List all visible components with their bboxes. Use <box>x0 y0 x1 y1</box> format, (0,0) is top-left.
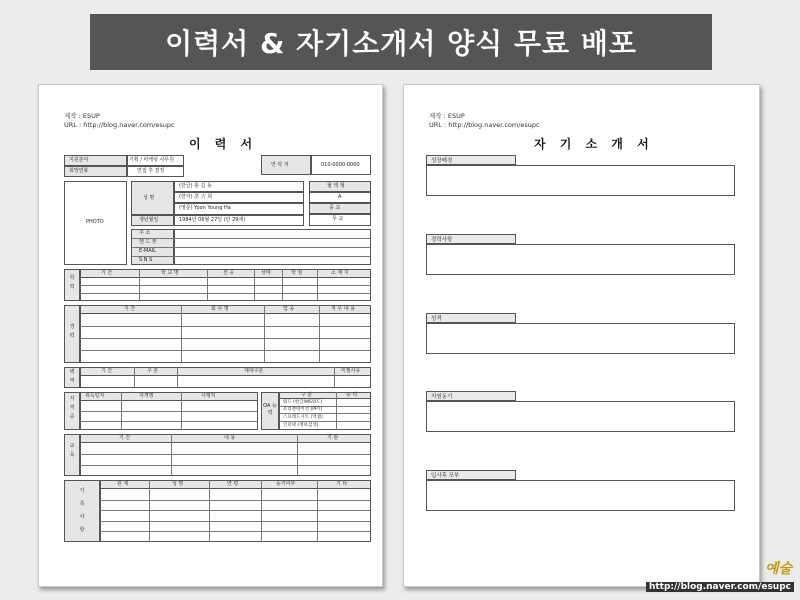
career-section-label: 경 력 <box>69 324 75 339</box>
career-header-company: 회 사 명 <box>211 306 229 312</box>
religion-value: 무 교 <box>332 216 344 222</box>
family-header-other: 기 타 <box>336 481 348 487</box>
salary-label: 희망연봉 <box>69 168 89 174</box>
resume-maker: 제작 : ESUP <box>64 112 100 120</box>
field-value: 기획 / 마케팅 사무원 <box>129 157 175 163</box>
cert-header-date: 취득일자 <box>85 393 105 399</box>
name-korean: (한글) 홍 길 동 <box>179 183 212 189</box>
section-career-box[interactable] <box>426 244 735 275</box>
watermark-url: http://blog.naver.com/esupc <box>646 582 794 592</box>
section-personality-header: 성격 <box>426 313 516 323</box>
section-motivation-header: 지원동기 <box>426 391 516 401</box>
military-section-label: 병 역 <box>69 369 75 384</box>
section-motivation-box[interactable] <box>426 401 735 432</box>
education-section-label: 학 력 <box>69 275 75 290</box>
military-header-type: 구 분 <box>147 368 159 374</box>
section-background-header: 성장배경 <box>426 155 516 165</box>
oa-item-word: 워드 (한글/MS워드) <box>283 400 323 405</box>
military-header-exemption: 미필사유 <box>341 368 361 374</box>
cert-header-issuer: 시행처 <box>201 393 216 399</box>
cover-title: 자 기 소 개 서 <box>534 137 654 151</box>
edu-header-status: 상태 <box>261 270 271 276</box>
oa-label: OA 능력 <box>263 403 277 416</box>
address-label: 주 소 <box>139 230 151 236</box>
family-header-cohabit: 동거여부 <box>276 481 296 487</box>
oa-item-ppt: 프리젠테이션 (PPT) <box>283 407 323 412</box>
family-header-name: 성 명 <box>172 481 184 487</box>
military-header-period: 기 간 <box>101 368 113 374</box>
edu-header-major: 전 공 <box>223 270 235 276</box>
religion-label: 종 교 <box>329 205 341 211</box>
email-label: E-MAIL <box>139 248 156 254</box>
edu-header-school: 학 교 명 <box>161 270 179 276</box>
resume-url: URL : http://blog.naver.com/esupc <box>64 121 175 129</box>
oa-header-category: 구 분 <box>301 392 313 398</box>
section-background-box[interactable] <box>426 165 735 196</box>
cert-section-label: 자 격 증 <box>69 396 75 420</box>
military-header-discharge: 제대구분 <box>244 368 264 374</box>
training-header-period: 기 간 <box>119 435 131 441</box>
blood-value: A <box>338 194 342 200</box>
family-header-age: 연 령 <box>227 481 239 487</box>
edu-header-period: 기 간 <box>101 270 113 276</box>
career-header-duty: 직 무 내 용 <box>331 306 356 312</box>
section-career-header: 경력사항 <box>426 234 516 244</box>
training-header-institution: 기 관 <box>327 435 339 441</box>
watermark-logo: 예술 <box>764 561 792 577</box>
training-section-label: 교 육 <box>69 443 75 458</box>
mobile-label: 핸 드 폰 <box>139 239 157 245</box>
photo-placeholder: PHOTO <box>86 219 104 225</box>
section-aspiration-box[interactable] <box>426 480 735 511</box>
field-label: 지원분야 <box>69 157 89 163</box>
career-header-period: 기 간 <box>124 306 136 312</box>
training-header-content: 내 용 <box>224 435 236 441</box>
edu-header-gpa: 학 점 <box>291 270 303 276</box>
salary-value: 면접 후 결정 <box>137 168 165 174</box>
birth-value: 1984년 06월 27일 (만 29세) <box>179 217 246 223</box>
cover-maker: 제작 : ESUP <box>429 112 465 120</box>
oa-item-internet: 인터넷 (정보검색) <box>283 423 319 428</box>
cover-letter-page <box>403 84 760 587</box>
birth-label: 생년월일 <box>139 217 159 223</box>
cert-header-name: 자격명 <box>139 393 154 399</box>
resume-title: 이 력 서 <box>189 137 258 151</box>
family-section-label: 가 족 사 항 <box>79 488 85 533</box>
resume-page <box>38 84 383 587</box>
sns-label: S N S <box>139 257 153 263</box>
oa-header-level: 능 력 <box>346 392 358 398</box>
name-label: 성 명 <box>143 195 155 201</box>
phone-value: 010-0000-0000 <box>321 162 360 168</box>
cover-url: URL : http://blog.naver.com/esupc <box>429 121 540 129</box>
edu-header-location: 소 재 지 <box>331 270 349 276</box>
name-english: (영문) Yoon Young Ha <box>179 205 231 211</box>
family-header-relation: 관 계 <box>117 481 129 487</box>
cover-meta <box>429 112 540 130</box>
phone-label: 연 락 처 <box>271 162 289 168</box>
resume-meta <box>64 112 175 130</box>
name-hanja: (한자) 洪 吉 同 <box>179 194 213 200</box>
banner-title: 이력서 & 자기소개서 양식 무료 배포 <box>90 14 712 70</box>
section-aspiration-header: 입사후 포부 <box>426 470 516 480</box>
blood-label: 혈 액 형 <box>327 183 345 189</box>
oa-item-excel: 스프레드시트 (엑셀) <box>283 415 323 420</box>
section-personality-box[interactable] <box>426 323 735 354</box>
career-header-industry: 업 종 <box>283 306 295 312</box>
